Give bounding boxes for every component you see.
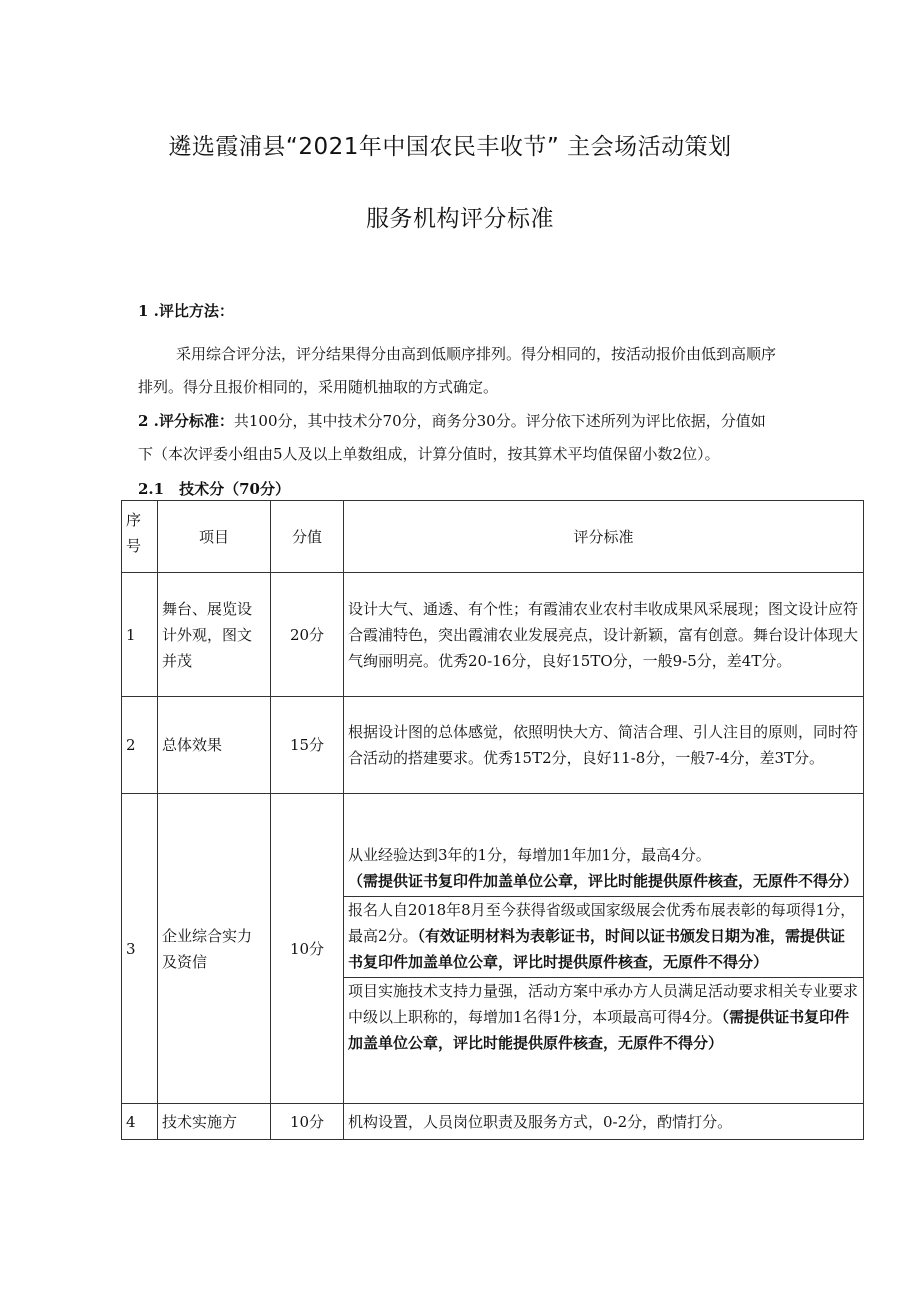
row-score: 10分 <box>271 794 344 1104</box>
section2-line1-text: 共100分，其中技术分70分，商务分30分。评分依下述所列为评比依据，分值如 <box>233 412 766 430</box>
row-item: 总体效果 <box>158 697 271 794</box>
row-no: 4 <box>122 1104 158 1140</box>
subsection-heading: 2.1 技术分（70分） <box>138 480 290 498</box>
row-score: 10分 <box>271 1104 344 1140</box>
standard-text: 项目实施技术支持力量强，活动方案中承办方人员满足活动要求相关专业要求中级以上职称的，每增加1名得1分，本项最高可得4分。 <box>348 981 859 1026</box>
technical-score-table <box>121 500 864 1140</box>
section2-heading: 2 .评分标准： <box>138 412 234 430</box>
standard-part-technical-staff <box>344 978 863 1058</box>
table-row <box>122 573 864 697</box>
standard-text: 报名人自2018年8月至今获得省级或国家级展会优秀布展表彰的每项得1分，最高2分。 <box>348 900 856 945</box>
row-score: 15分 <box>271 697 344 794</box>
row-standard: 机构设置，人员岗位职责及服务方式，0-2分，酌情打分。 <box>344 1104 864 1140</box>
table-row <box>122 1104 864 1140</box>
header-item: 项目 <box>158 501 271 573</box>
header-no: 序号 <box>122 501 158 573</box>
table-row <box>122 697 864 794</box>
header-standard: 评分标准 <box>344 501 864 573</box>
section2-line2: 下（本次评委小组由5人及以上单数组成，计算分值时，按其算术平均值保留小数2位）。 <box>138 445 720 463</box>
row-no: 2 <box>122 697 158 794</box>
section2-line1 <box>138 406 766 436</box>
standard-requirement: （有效证明材料为表彰证书，时间以证书颁发日期为准，需提供证书复印件加盖单位公章，评比时提供原件核查，无原件不得分） <box>348 926 846 971</box>
row-item: 企业综合实力及资信 <box>158 794 271 1104</box>
table-row <box>122 794 864 1104</box>
row-standard: 根据设计图的总体感觉，依照明快大方、简洁合理、引人注目的原则，同时符合活动的搭建要求。优秀15T2分，良好11-8分，一般7-4分，差3T分。 <box>344 697 864 794</box>
row-score: 20分 <box>271 573 344 697</box>
section1-paragraph-line1: 采用综合评分法，评分结果得分由高到低顺序排列。得分相同的，按活动报价由低到高顺序 <box>176 345 777 363</box>
header-score: 分值 <box>271 501 344 573</box>
row-no: 1 <box>122 573 158 697</box>
standard-requirement: （需提供证书复印件加盖单位公章，评比时能提供原件核查，无原件不得分） <box>348 1007 850 1052</box>
row-standard: 设计大气、通透、有个性；有霞浦农业农村丰收成果风采展现；图文设计应符合霞浦特色，突出霞浦农业发展亮点，设计新颖，富有创意。舞台设计体现大气绚丽明亮。优秀20-16分，良好15TO分，一般9-5分，差4T分。 <box>344 573 864 697</box>
document-title-line1: 遴选霞浦县“2021年中国农民丰收节” 主会场活动策划 <box>168 134 732 160</box>
document-title-line2: 服务机构评分标准 <box>366 206 554 232</box>
row-standard <box>344 794 864 1104</box>
row-item: 舞台、展览设计外观，图文并茂 <box>158 573 271 697</box>
standard-part-awards <box>344 897 863 978</box>
row-no: 3 <box>122 794 158 1104</box>
section1-paragraph-line2: 排列。得分且报价相同的，采用随机抽取的方式确定。 <box>138 378 499 396</box>
table-header-row <box>122 501 864 573</box>
row-item: 技术实施方 <box>158 1104 271 1140</box>
standard-requirement: （需提供证书复印件加盖单位公章，评比时能提供原件核查，无原件不得分） <box>348 871 859 890</box>
standard-part-experience <box>344 842 863 897</box>
standard-text: 从业经验达到3年的1分，每增加1年加1分，最高4分。 <box>348 845 711 864</box>
section1-heading: 1 .评比方法： <box>138 302 234 320</box>
